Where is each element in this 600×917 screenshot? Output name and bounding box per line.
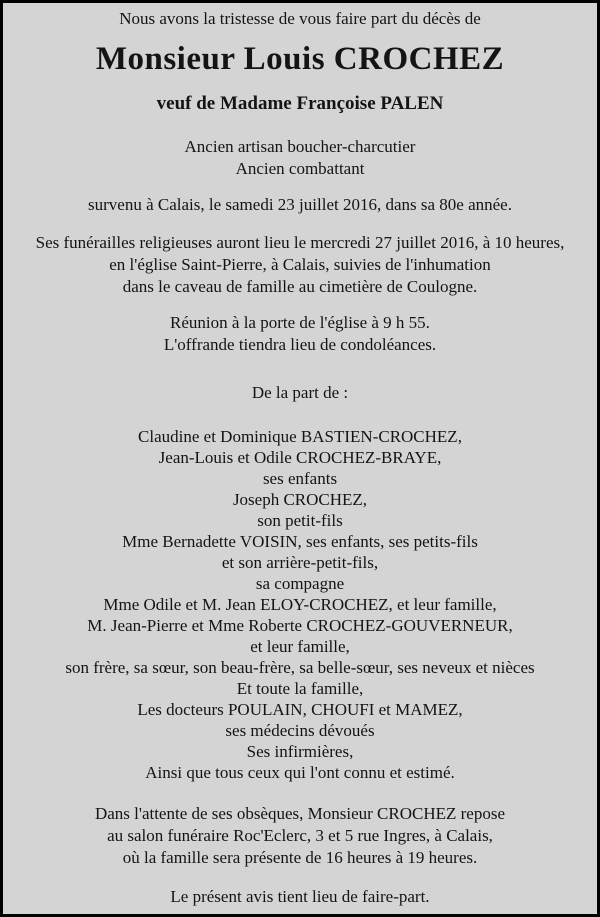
family-line: sa compagne: [255, 574, 345, 593]
family-line: et leur famille,: [250, 637, 350, 656]
family-line: et son arrière-petit-fils,: [221, 553, 379, 572]
family-line: Mme Bernadette VOISIN, ses enfants, ses petits-fils: [122, 532, 478, 551]
funeral-line: dans le caveau de famille au cimetière de Coulogne.: [122, 277, 478, 296]
meeting-line: Réunion à la porte de l'église à 9 h 55.: [170, 313, 430, 332]
family-line: M. Jean-Pierre et Mme Roberte CROCHEZ-GOUVERNEUR,: [87, 616, 513, 635]
family-line: son petit-fils: [257, 511, 343, 530]
repose-paragraph: [3, 803, 597, 869]
repose-line: où la famille sera présente de 16 heures à 19 heures.: [122, 848, 478, 867]
repose-line: au salon funéraire Roc'Eclerc, 3 et 5 rue Ingres, à Calais,: [107, 826, 493, 845]
deceased-name: Monsieur Louis CROCHEZ: [95, 41, 505, 77]
family-line: Mme Odile et M. Jean ELOY-CROCHEZ, et leur famille,: [103, 595, 497, 614]
funeral-paragraph: [3, 232, 597, 298]
death-paragraph: [3, 194, 597, 216]
widower-line: veuf de Madame Françoise PALEN: [156, 93, 444, 114]
closing-line: Le présent avis tient lieu de faire-part.: [170, 887, 430, 906]
family-line: Et toute la famille,: [236, 679, 364, 698]
family-line: Claudine et Dominique BASTIEN-CROCHEZ,: [138, 427, 462, 446]
family-line: Joseph CROCHEZ,: [232, 490, 368, 509]
death-line: survenu à Calais, le samedi 23 juillet 2016, dans sa 80e année.: [88, 195, 512, 214]
intro-line: Nous avons la tristesse de vous faire part du décès de: [119, 9, 481, 28]
family-line: ses médecins dévoués: [225, 721, 375, 740]
funeral-line: en l'église Saint-Pierre, à Calais, suivies de l'inhumation: [109, 255, 491, 274]
from-heading: [3, 382, 597, 404]
family-line: Ses infirmières,: [246, 742, 354, 761]
family-line: ses enfants: [262, 469, 338, 488]
title-line: Ancien artisan boucher-charcutier: [184, 137, 416, 156]
family-line: Les docteurs POULAIN, CHOUFI et MAMEZ,: [137, 700, 463, 719]
meeting-paragraph: [3, 312, 597, 356]
repose-line: Dans l'attente de ses obsèques, Monsieur CROCHEZ repose: [94, 804, 506, 823]
from-heading-line: De la part de :: [251, 383, 349, 402]
titles-paragraph: [3, 136, 597, 180]
title-line: Ancien combattant: [235, 159, 365, 178]
meeting-line: L'offrande tiendra lieu de condoléances.: [163, 335, 437, 354]
closing-paragraph: [3, 886, 597, 908]
family-list: [3, 426, 597, 783]
family-line: Ainsi que tous ceux qui l'ont connu et estimé.: [145, 763, 455, 782]
funeral-line: Ses funérailles religieuses auront lieu le mercredi 27 juillet 2016, à 10 heures,: [35, 233, 565, 252]
family-line: son frère, sa sœur, son beau-frère, sa belle-sœur, ses neveux et nièces: [65, 658, 535, 677]
family-line: Jean-Louis et Odile CROCHEZ-BRAYE,: [158, 448, 442, 467]
